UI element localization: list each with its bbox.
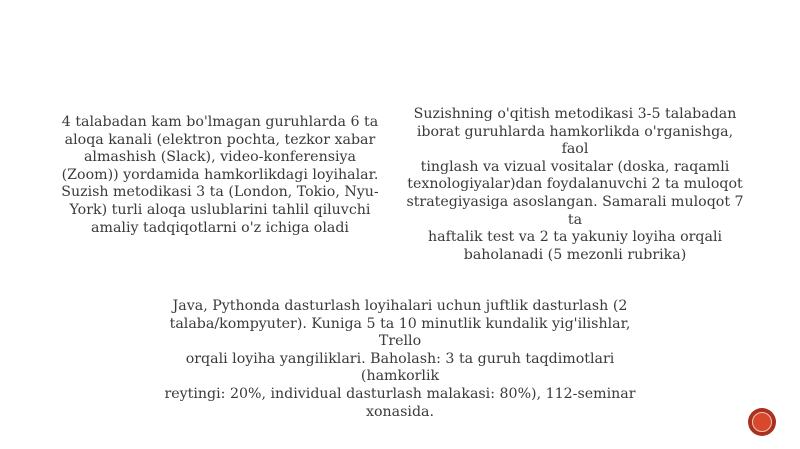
bottom-text-block: Java, Pythonda dasturlash loyihalari uchun juftlik dasturlash (2 talaba/kompyuter). Kuniga 5 ta 10 minutlik kundalik yig'ilishlar, Trello orqali loyiha yangiliklari. Baholash: 3 ta guruh taqdimotlari (hamkorlik reytingi: 20%, individual dasturlash malakasi: 80%), 112-seminar xonasida.	[164, 298, 636, 420]
circle-nav-icon	[752, 412, 772, 432]
next-slide-button[interactable]	[748, 408, 776, 436]
left-text-block: 4 talabadan kam bo'lmagan guruhlarda 6 ta aloqa kanali (elektron pochta, tezkor xabar almashish (Slack), video-konferensiya (Zoom)) yordamida hamkorlikdagi loyihalar. Suzish metodikasi 3 ta (London, Tokio, Nyu- York) turli aloqa uslublarini tahlil qiluvchi amaliy tadqiqotlarni o'z ichiga oladi	[61, 114, 379, 236]
right-text-block: Suzishning o'qitish metodikasi 3-5 talabadan iborat guruhlarda hamkorlikda o'rganishga, faol tinglash va vizual vositalar (doska, raqamli texnologiyalar)dan foydalanuvchi 2 ta muloqot strategiyasiga asoslangan. Samarali muloqot 7 ta haftalik test va 2 ta yakuniy loyiha orqali baholanadi (5 mezonli rubrika)	[406, 106, 744, 263]
